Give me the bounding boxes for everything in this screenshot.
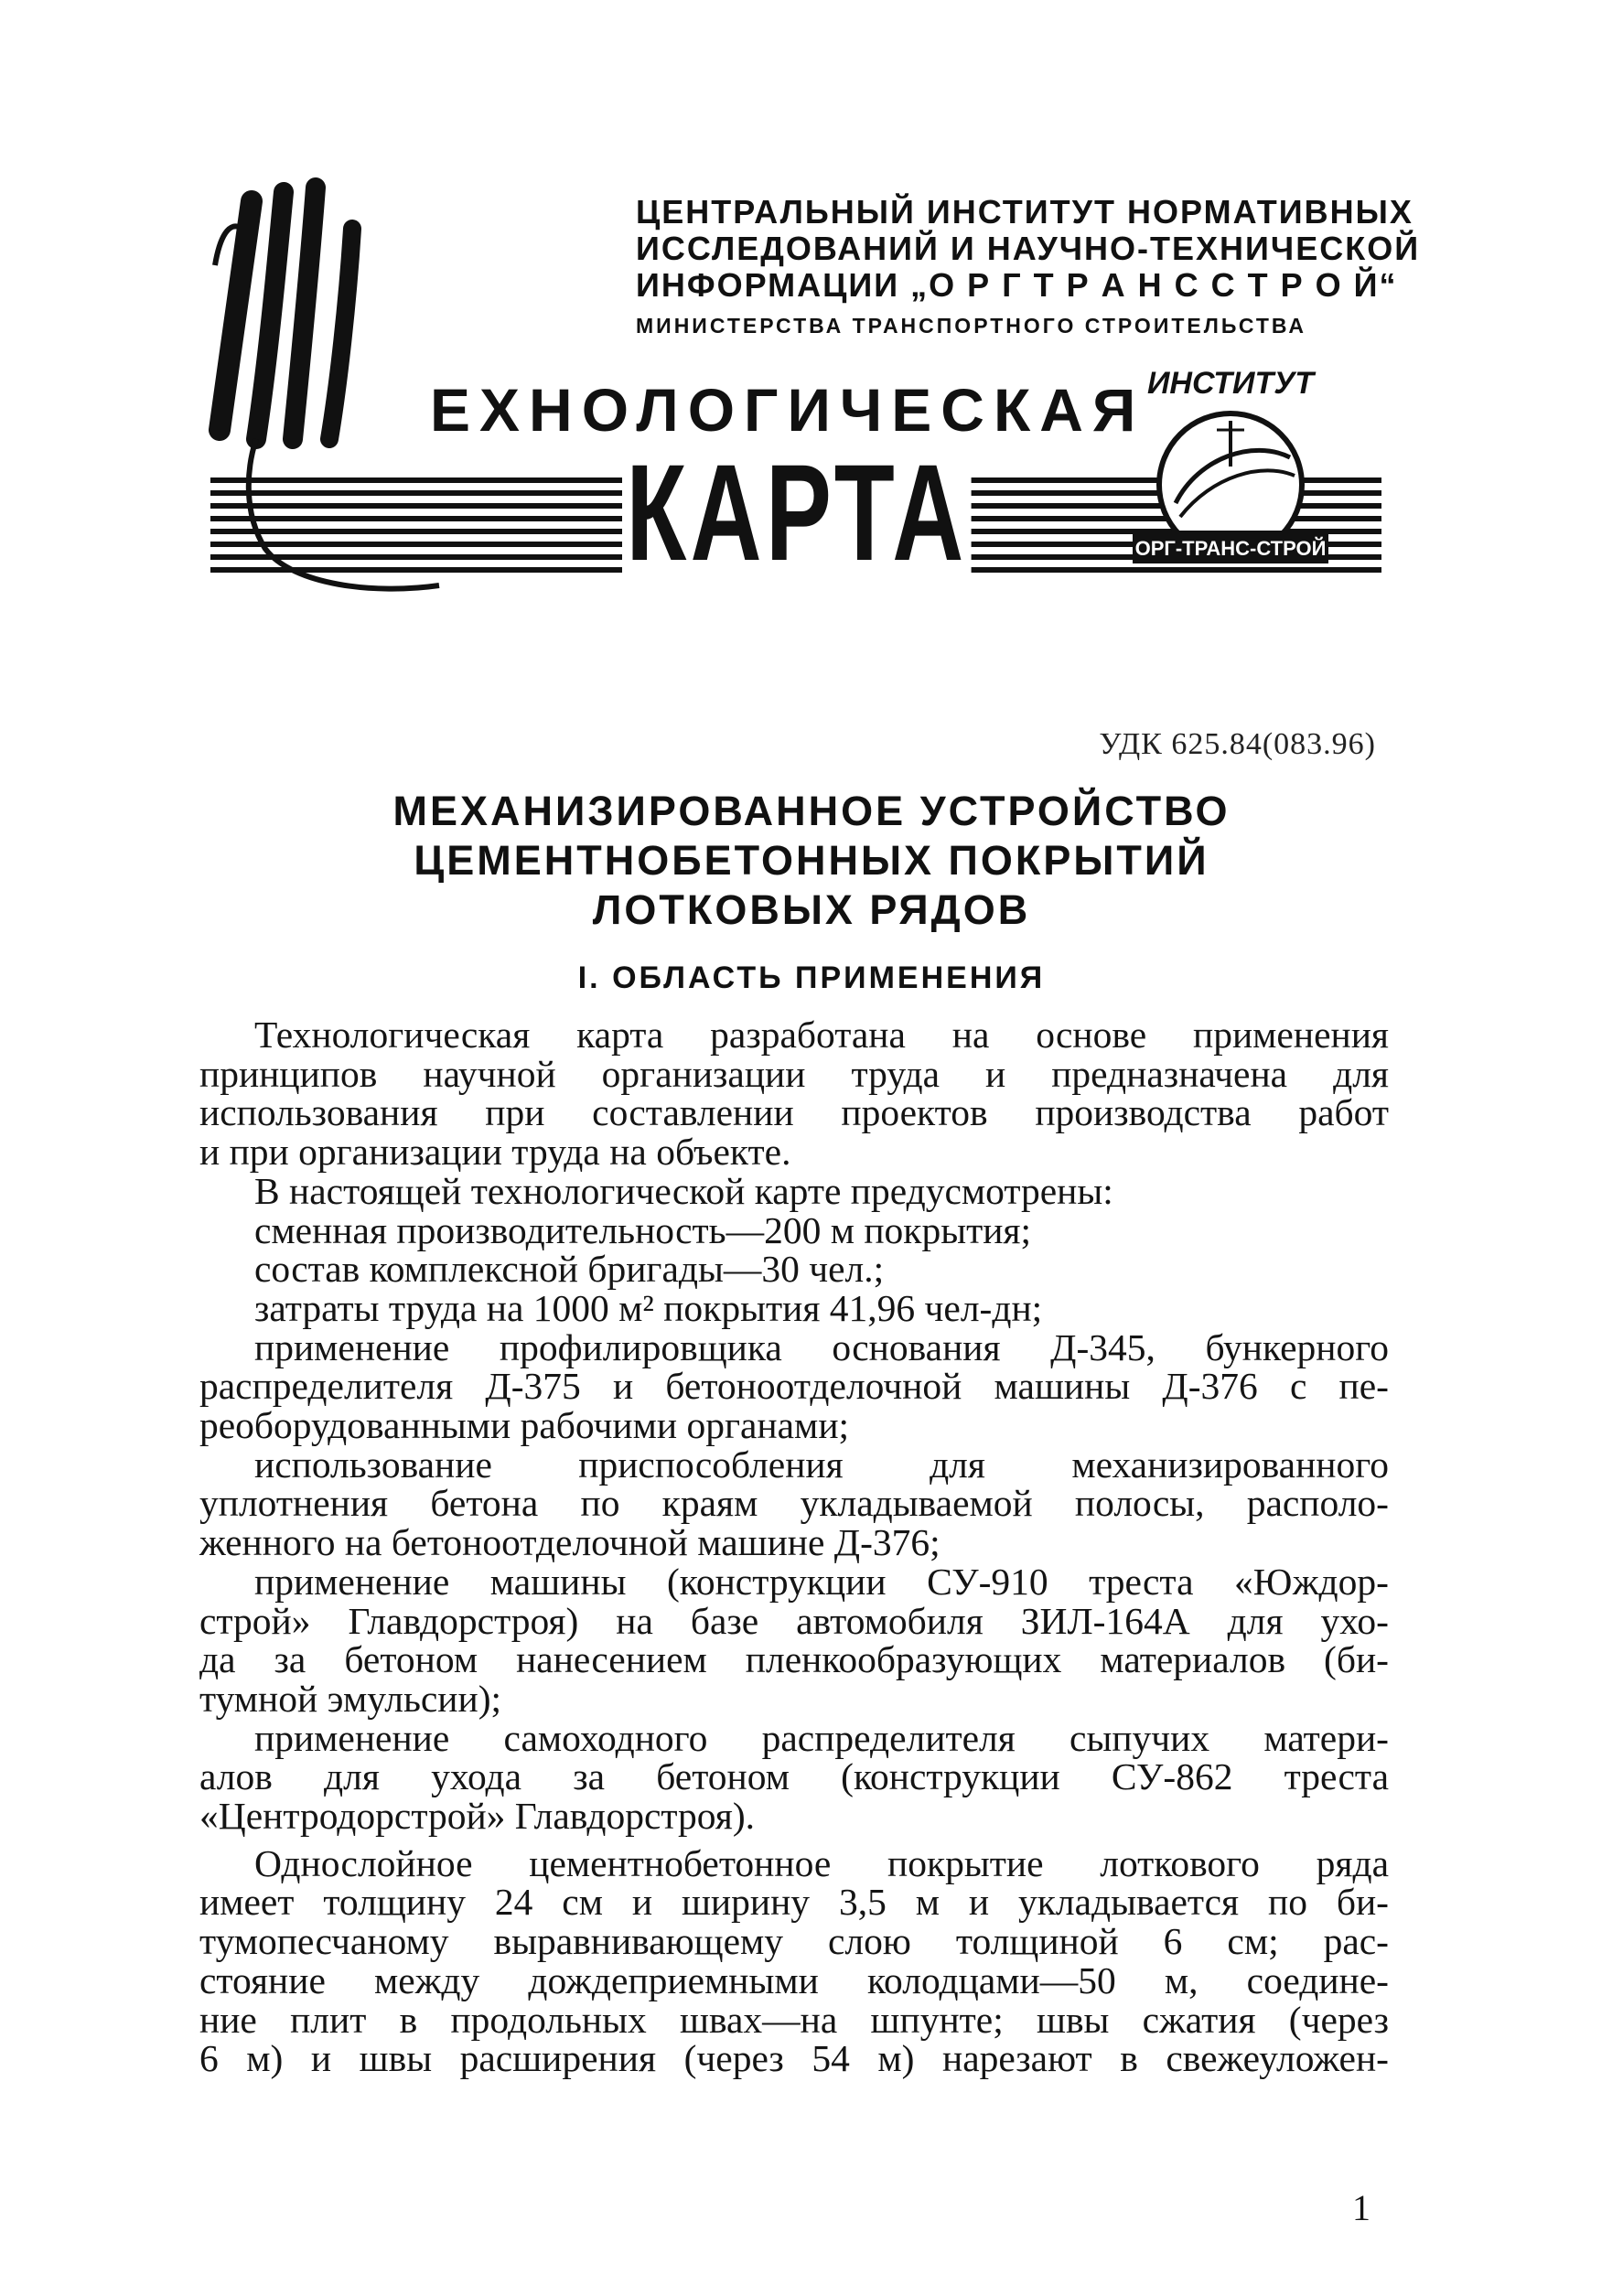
title-line-2: ЦЕМЕНТНОБЕТОННЫХ ПОКРЫТИЙ (414, 837, 1209, 884)
body-line: затраты труда на 1000 м² покрытия 41,96 чел-дн; (254, 1286, 1043, 1329)
body-line: тумопесчаному выравнивающему слою толщиной 6 см; рас- (199, 1920, 1389, 1963)
udk-code: УДК 625.84(083.96) (1099, 727, 1376, 761)
body-line: алов для ухода за бетоном (конструкции СУ-862 треста (199, 1755, 1389, 1798)
body-line: применение машины (конструкции СУ-910 треста «Юждор- (254, 1560, 1389, 1603)
orgtransstroy-emblem (1125, 357, 1336, 576)
body-line: состав комплексной бригады—30 чел.; (254, 1248, 885, 1291)
body-line: «Центродорстрой» Главдорстроя). (199, 1795, 756, 1838)
body-text (199, 1015, 1389, 2078)
body-line: и при организации труда на объекте. (199, 1131, 791, 1174)
emblem-bottom-text: ОРГ-ТРАНС-СТРОЙ (1134, 537, 1327, 560)
body-line: ние плит в продольных швах—на шпунте; швы сжатия (через (199, 1998, 1389, 2041)
emblem-top-text: ИНСТИТУТ (1146, 366, 1315, 401)
document-title (274, 787, 1349, 935)
body-line: уплотнения бетона по краям укладываемой полосы, располо- (199, 1482, 1389, 1525)
body-line: Технологическая карта разработана на основе применения (254, 1014, 1389, 1056)
body-line: имеет толщину 24 см и ширину 3,5 м и укладывается по би- (199, 1881, 1389, 1924)
body-line: Однослойное цементнобетонное покрытие лоткового ряда (254, 1841, 1389, 1884)
body-line: применение профилировщика основания Д-345, бункерного (254, 1325, 1389, 1368)
title-line-3: ЛОТКОВЫХ РЯДОВ (592, 886, 1031, 933)
body-line: 6 м) и швы расширения (через 54 м) нарезают в свежеуложен- (199, 2037, 1389, 2080)
body-line: тумной эмульсии); (199, 1677, 502, 1720)
doc-type-word-2: КАРТА (622, 444, 972, 581)
body-line: принципов научной организации труда и предназначена для (199, 1052, 1389, 1095)
doc-type-word-1: ЕХНОЛОГИЧЕСКАЯ (430, 376, 1145, 444)
body-line: стояние между дождеприемными колодцами—50 м, соедине- (199, 1958, 1389, 2001)
institute-line-3: ИНФОРМАЦИИ „О Р Г Т Р А Н С С Т Р О Й“ (636, 266, 1398, 304)
body-line: использования при составлении проектов производства работ (199, 1091, 1389, 1134)
page-number: 1 (1352, 2187, 1370, 2228)
body-line: да за бетоном нанесением пленкообразующих материалов (би- (199, 1638, 1389, 1681)
section-heading: I. ОБЛАСТЬ ПРИМЕНЕНИЯ (577, 960, 1046, 995)
ministry-line: МИНИСТЕРСТВА ТРАНСПОРТНОГО СТРОИТЕЛЬСТВА (636, 314, 1306, 338)
institute-line-2: ИССЛЕДОВАНИЙ И НАУЧНО-ТЕХНИЧЕСКОЙ (636, 230, 1421, 267)
masthead (192, 165, 1421, 640)
institute-line-1: ЦЕНТРАЛЬНЫЙ ИНСТИТУТ НОРМАТИВНЫХ (636, 193, 1413, 231)
body-line: строй» Главдорстроя) на базе автомобиля ЗИЛ-164А для ухо- (199, 1599, 1389, 1642)
title-line-1: МЕХАНИЗИРОВАННОЕ УСТРОЙСТВО (392, 788, 1231, 834)
institute-block (636, 193, 1421, 344)
body-line: реоборудованными рабочими органами; (199, 1404, 850, 1447)
body-line: использование приспособления для механизированного (254, 1443, 1389, 1486)
body-line: применение самоходного распределителя сыпучих матери- (254, 1716, 1389, 1759)
body-line: распределителя Д-375 и бетоноотделочной машины Д-376 с пе- (199, 1365, 1389, 1408)
body-line: женного на бетоноотделочной машине Д-376; (199, 1521, 940, 1564)
body-line: сменная производительность—200 м покрытия; (254, 1208, 1032, 1251)
body-line: В настоящей технологической карте предусмотрены: (254, 1169, 1113, 1212)
